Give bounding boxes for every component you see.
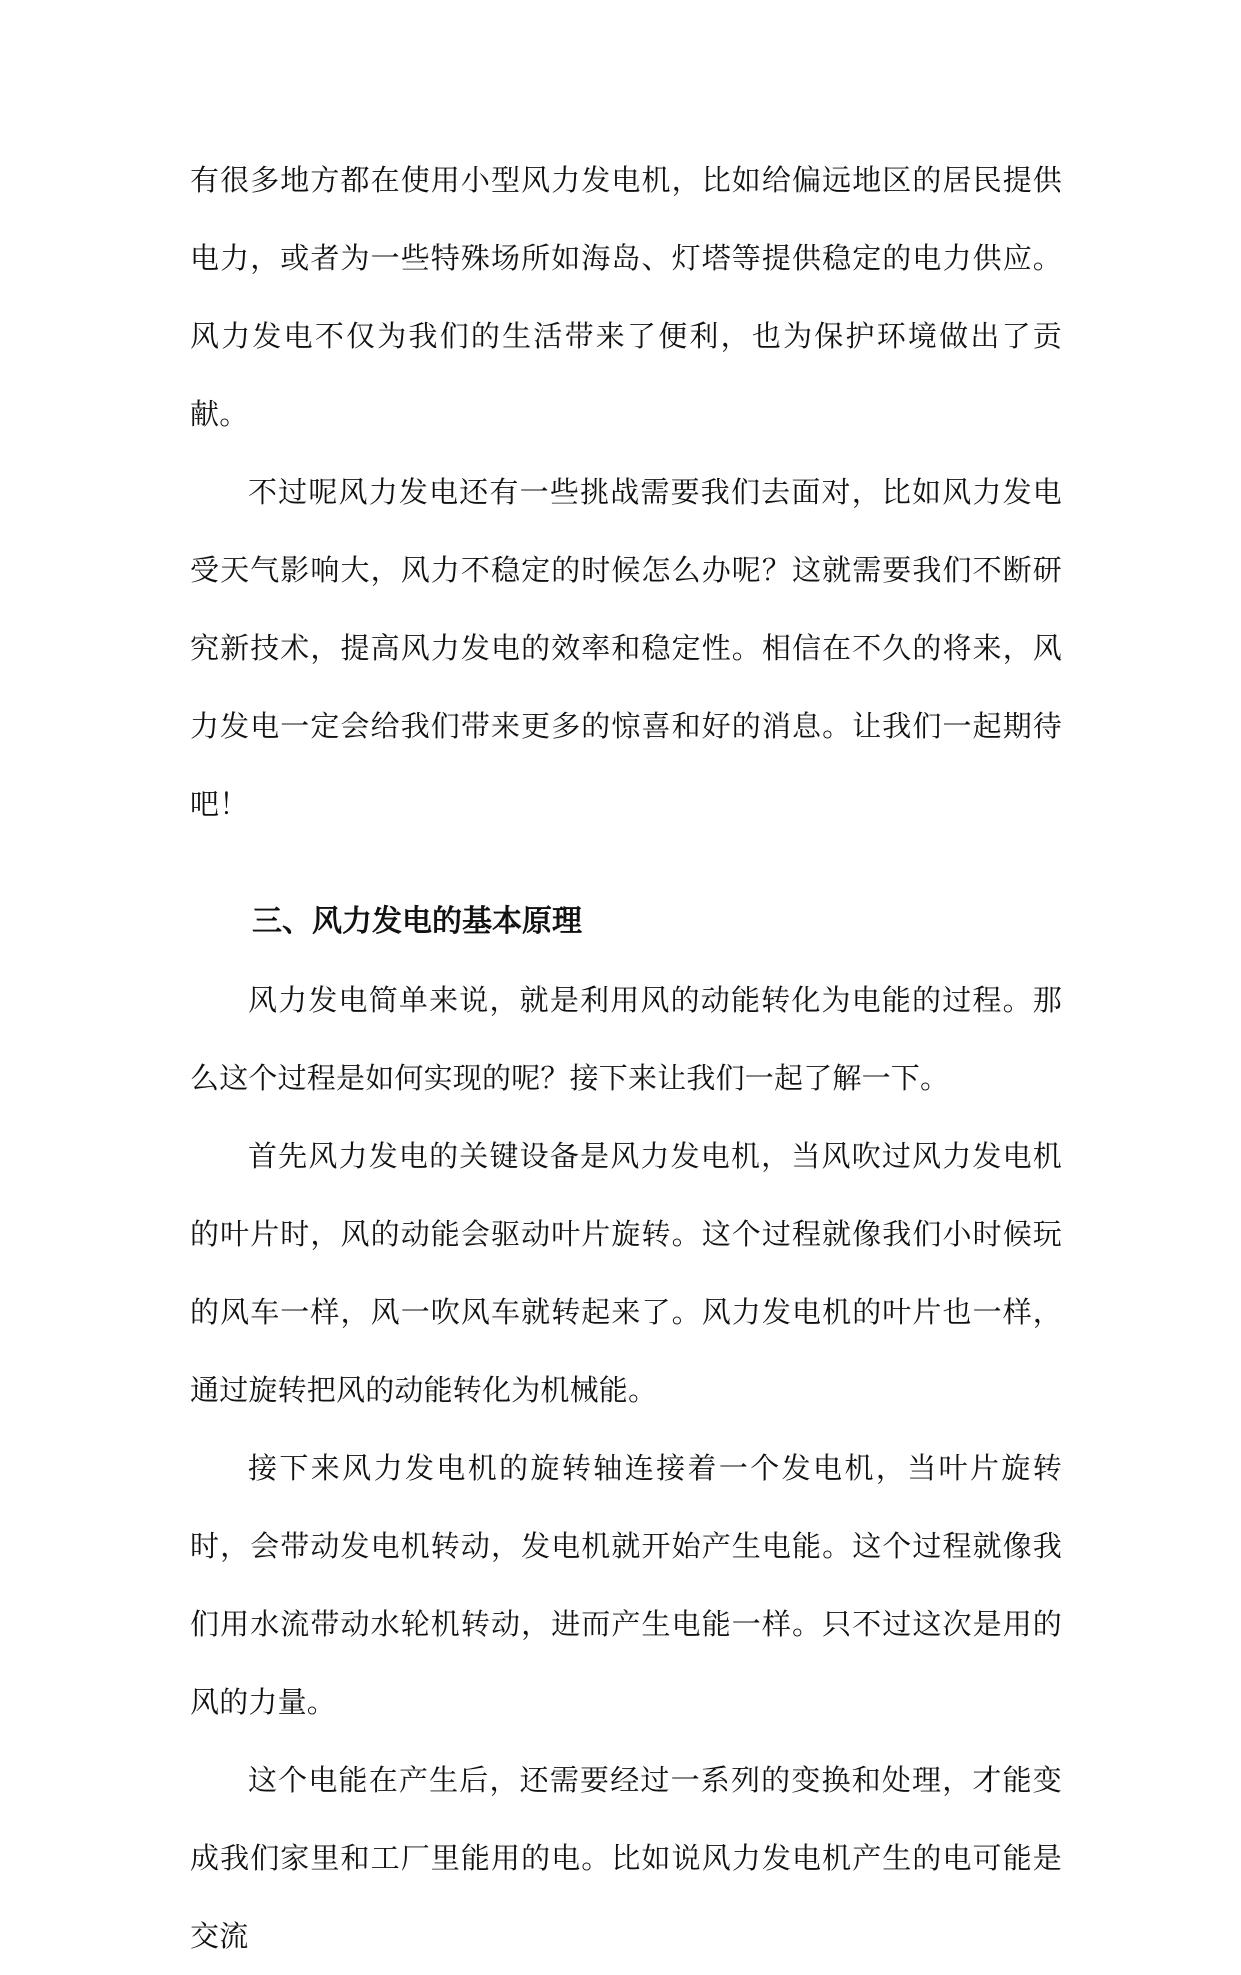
paragraph-conversion: 这个电能在产生后，还需要经过一系列的变换和处理，才能变成我们家里和工厂里能用的电。比如说风力发电机产生的电可能是交流 [190,1763,1062,1953]
paragraph-principle-intro: 风力发电简单来说，就是利用风的动能转化为电能的过程。那么这个过程是如何实现的呢？接下来让我们一起了解一下。 [190,983,1062,1095]
document-body [190,141,1062,1975]
paragraph-challenges: 不过呢风力发电还有一些挑战需要我们去面对，比如风力发电受天气影响大，风力不稳定的时候怎么办呢？这就需要我们不断研究新技术，提高风力发电的效率和稳定性。相信在不久的将来，风力发电一定会给我们带来更多的惊喜和好的消息。让我们一起期待吧！ [190,475,1062,821]
paragraph-generator: 接下来风力发电机的旋转轴连接着一个发电机，当叶片旋转时，会带动发电机转动，发电机就开始产生电能。这个过程就像我们用水流带动水轮机转动，进而产生电能一样。只不过这次是用的风的力量。 [190,1451,1062,1719]
paragraph-blades: 首先风力发电的关键设备是风力发电机，当风吹过风力发电机的叶片时，风的动能会驱动叶片旋转。这个过程就像我们小时候玩的风车一样，风一吹风车就转起来了。风力发电机的叶片也一样，通过旋转把风的动能转化为机械能。 [190,1139,1062,1407]
section-heading: 三、风力发电的基本原理 [252,904,582,939]
paragraph-continuation: 有很多地方都在使用小型风力发电机，比如给偏远地区的居民提供电力，或者为一些特殊场所如海岛、灯塔等提供稳定的电力供应。风力发电不仅为我们的生活带来了便利，也为保护环境做出了贡献。 [190,163,1062,431]
